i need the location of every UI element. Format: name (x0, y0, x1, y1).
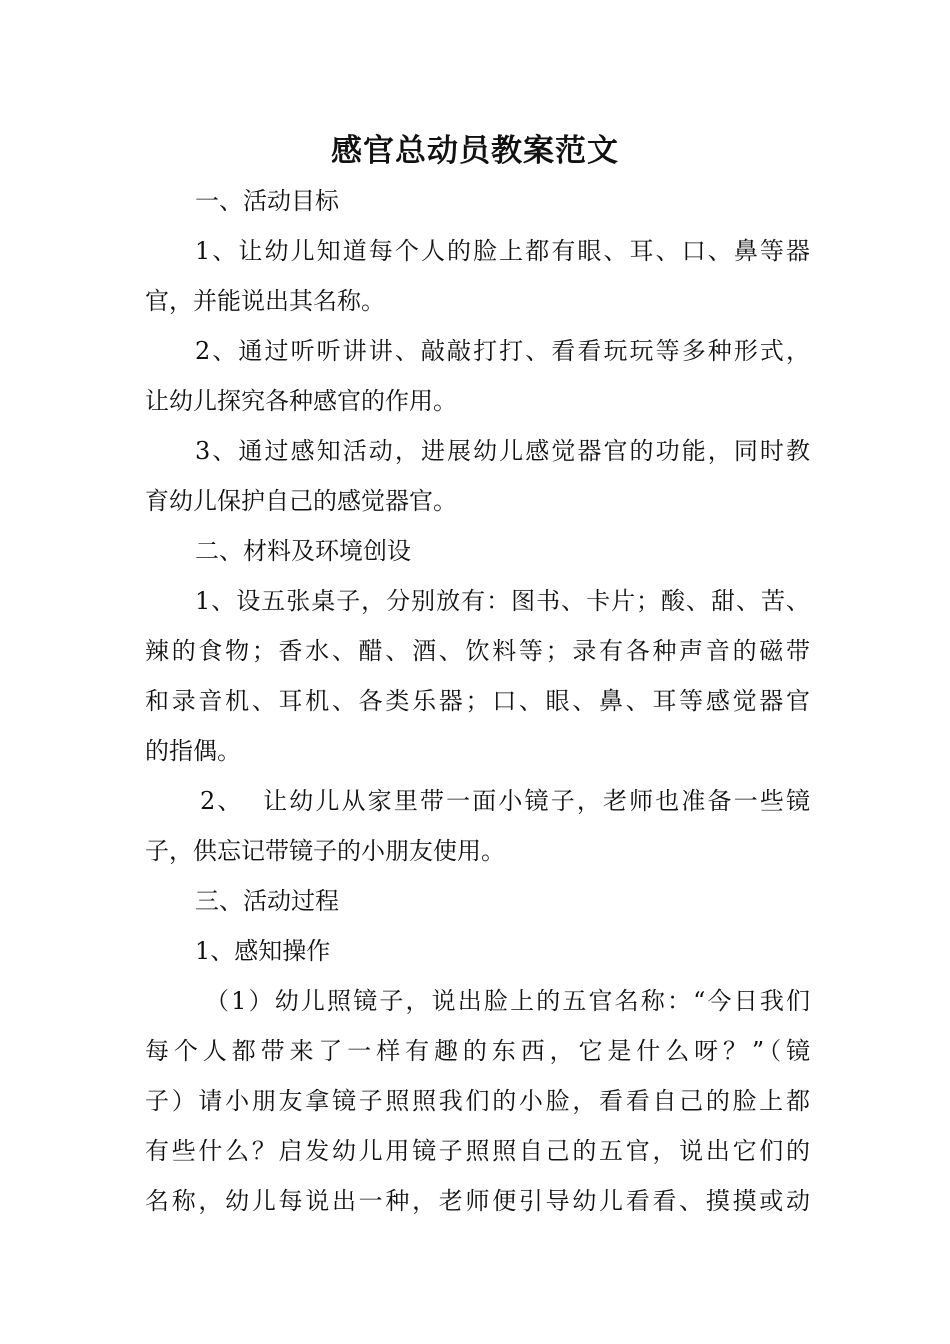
paragraph-line: 3、通过感知活动，进展幼儿感觉器官的功能，同时教 (195, 437, 810, 465)
paragraph-line: 子）请小朋友拿镜子照照我们的小脸，看看自己的脸上都 (145, 1087, 810, 1115)
subsection-heading: 1、感知操作 (195, 937, 331, 965)
paragraph-line: 和录音机、耳机、各类乐器；口、眼、鼻、耳等感觉器官 (145, 687, 810, 715)
section-heading-goals: 一、活动目标 (195, 187, 339, 215)
paragraph-line: （1）幼儿照镜子，说出脸上的五官名称：“今日我们 (205, 987, 810, 1015)
paragraph-line: 辣的食物；香水、醋、酒、饮料等；录有各种声音的磁带 (145, 637, 810, 665)
paragraph-line: 每个人都带来了一样有趣的东西，它是什么呀？”（镜 (145, 1037, 810, 1065)
paragraph-line: 1、设五张桌子，分别放有：图书、卡片；酸、甜、苦、 (195, 587, 810, 615)
paragraph-line: 1、让幼儿知道每个人的脸上都有眼、耳、口、鼻等器 (195, 237, 810, 265)
document-title: 感官总动员教案范文 (331, 133, 619, 169)
paragraph-line: 2、通过听听讲讲、敲敲打打、看看玩玩等多种形式， (195, 337, 810, 365)
section-heading-materials: 二、材料及环境创设 (195, 537, 411, 565)
paragraph-line: 官，并能说出其名称。 (145, 287, 385, 315)
section-heading-process: 三、活动过程 (195, 887, 339, 915)
paragraph-line: 育幼儿保护自己的感觉器官。 (145, 487, 457, 515)
paragraph-line: 名称，幼儿每说出一种，老师便引导幼儿看看、摸摸或动 (145, 1187, 810, 1215)
paragraph-line: 有些什么？启发幼儿用镜子照照自己的五官，说出它们的 (145, 1137, 810, 1165)
paragraph-line: 2、 让幼儿从家里带一面小镜子，老师也准备一些镜 (200, 787, 810, 815)
document-body (145, 176, 810, 1226)
paragraph-line: 的指偶。 (145, 737, 241, 765)
paragraph-line: 子，供忘记带镜子的小朋友使用。 (145, 837, 505, 865)
paragraph-line: 让幼儿探究各种感官的作用。 (145, 387, 457, 415)
